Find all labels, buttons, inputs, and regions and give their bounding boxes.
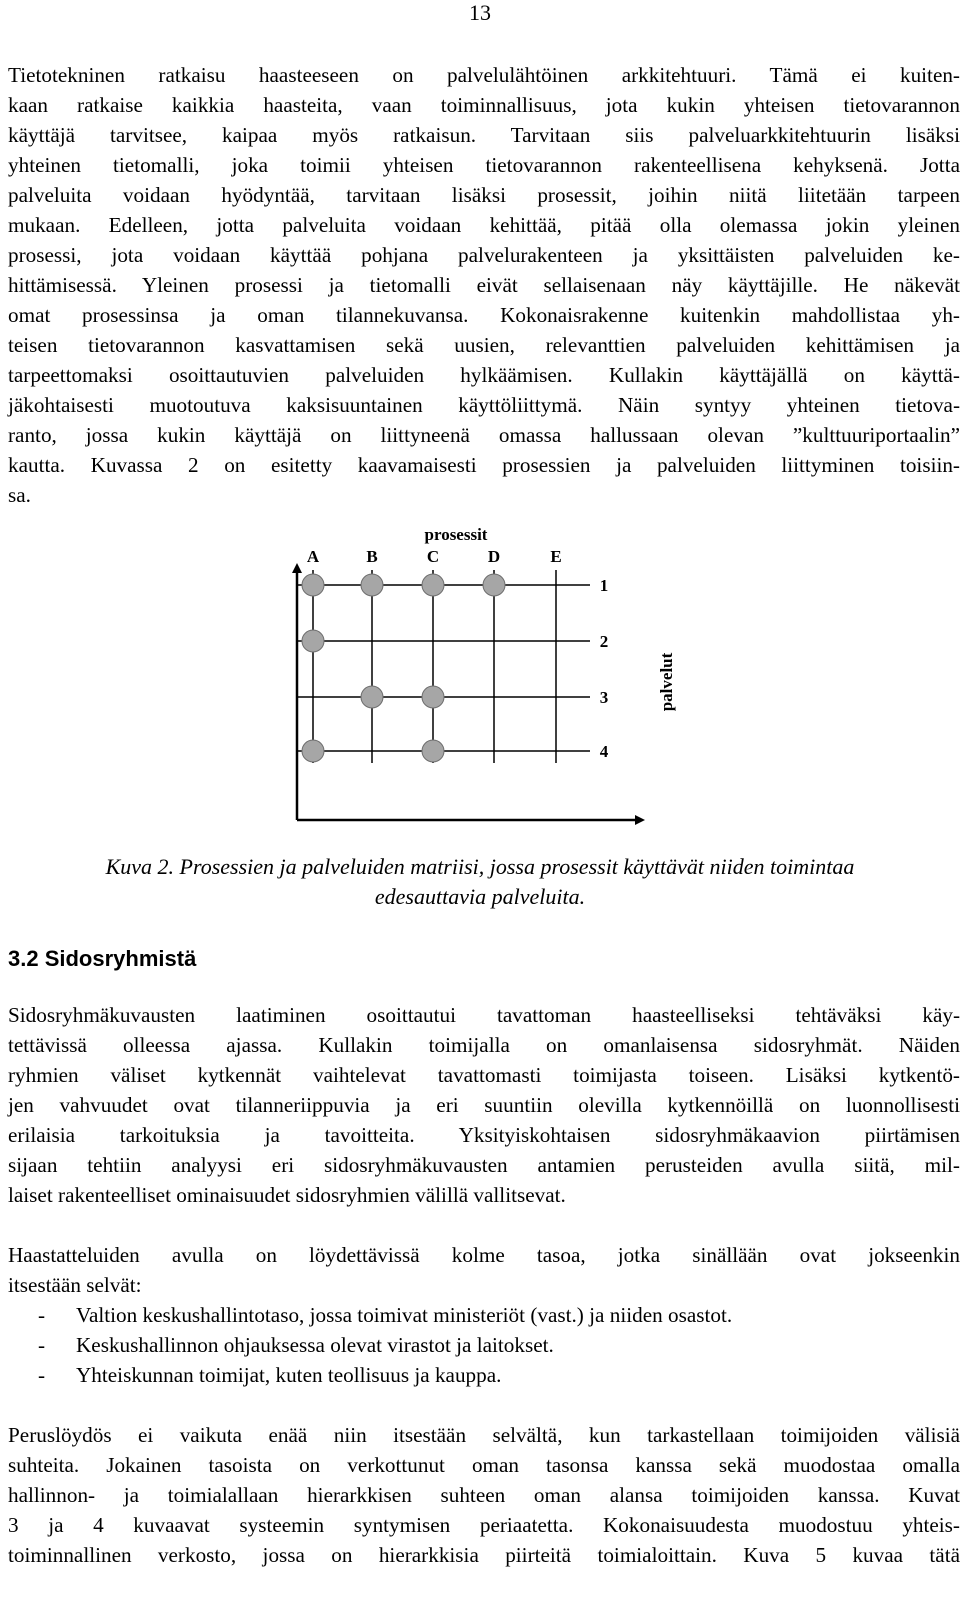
- text-line: jen vahvuudet ovat tilanneriippuvia ja eri suuntiin olevilla kytkennöillä on luonnollisesti: [8, 1093, 960, 1117]
- text-line: 3 ja 4 kuvaavat systeemin syntymisen periaatetta. Kokonaisuudesta muodostuu yhteis-: [8, 1513, 960, 1537]
- text-line: palveluita voidaan hyödyntää, tarvitaan lisäksi prosessit, joihin niitä liitetään tarpeen: [8, 183, 960, 207]
- row-label-2: 2: [599, 632, 609, 651]
- list-item-text: Keskushallinnon ohjauksessa olevat virastot ja laitokset.: [76, 1333, 554, 1357]
- matrix-dot-a4: [302, 740, 324, 762]
- row-label-3: 3: [599, 688, 609, 707]
- row-label-4: 4: [599, 742, 609, 761]
- side-label-services: palvelut: [657, 652, 676, 712]
- row-label-1: 1: [599, 576, 609, 595]
- paragraph-architecture: [8, 60, 960, 510]
- text-line: laiset rakenteelliset ominaisuudet sidosryhmien välillä vallitsevat.: [8, 1183, 566, 1207]
- matrix-dot-a1: [302, 574, 324, 596]
- text-line: hallinnon- ja toimialallaan hierarkkisen suhteen oman alansa toimijoiden kanssa. Kuvat: [8, 1483, 960, 1507]
- levels-list: [8, 1300, 732, 1390]
- text-line: omat prosessinsa ja oman tilannekuvansa. Kokonaisrakenne kuitenkin mahdollistaa yh-: [8, 303, 960, 327]
- list-item-text: Valtion keskushallintotaso, jossa toimivat ministeriöt (vast.) ja niiden osastot.: [76, 1303, 733, 1327]
- figure-title-processes: prosessit: [424, 525, 488, 544]
- matrix-dot-b1: [361, 574, 383, 596]
- process-service-matrix-figure: [0, 520, 960, 860]
- figure-caption: [0, 852, 960, 912]
- list-item: [8, 1360, 732, 1390]
- matrix-dot-c4: [422, 740, 444, 762]
- text-line: kautta. Kuvassa 2 on esitetty kaavamaisesti prosessien ja palveluiden liittyminen toisiin-: [8, 453, 960, 477]
- column-label-e: E: [550, 547, 562, 566]
- text-line: suhteita. Jokainen tasoista on verkottunut oman tasonsa kanssa sekä muodostaa omalla: [8, 1453, 960, 1477]
- matrix-grid: [297, 547, 609, 763]
- bullet-marker: -: [38, 1303, 46, 1327]
- bullet-marker: -: [38, 1363, 46, 1387]
- text-line: Peruslöydös ei vaikuta enää niin itsestään selvältä, kun tarkastellaan toimijoiden välisiä: [8, 1423, 960, 1447]
- text-line: Sidosryhmäkuvausten laatiminen osoittautui tavattoman haasteelliseksi tehtäväksi käy-: [8, 1003, 960, 1027]
- caption-line: Kuva 2. Prosessien ja palveluiden matriisi, jossa prosessit käyttävät niiden toimintaa: [105, 854, 855, 879]
- matrix-dot-c1: [422, 574, 444, 596]
- paragraph-findings: [8, 1420, 960, 1570]
- list-item-text: Yhteiskunnan toimijat, kuten teollisuus ja kauppa.: [76, 1363, 502, 1387]
- process-service-matrix-diagram: [0, 520, 960, 860]
- column-label-c: C: [426, 547, 440, 566]
- text-line: tarpeettomaksi osoittautuvien palveluiden hylkäämisen. Kullakin käyttäjällä on käyttä-: [8, 363, 960, 387]
- text-line: ranto, jossa kukin käyttäjä on liittyneenä omassa hallussaan olevan ”kulttuuriportaalin”: [8, 423, 960, 447]
- text-line: erilaisia tarkoituksia ja tavoitteita. Yksityiskohtaisen sidosryhmäkaavion piirtämisen: [8, 1123, 960, 1147]
- text-line: ryhmien väliset kytkennät vaihtelevat tavattomasti toimijasta toiseen. Lisäksi kytkentö-: [8, 1063, 960, 1087]
- text-line: toiminnallinen verkosto, jossa on hierarkkisia piirteitä toimialoittain. Kuva 5 kuvaa tätä: [8, 1543, 960, 1567]
- caption-line: edesauttavia palveluita.: [374, 884, 586, 909]
- text-line: sijaan tehtiin analyysi eri sidosryhmäkuvausten antamien perusteiden avulla siitä, mil-: [8, 1153, 960, 1177]
- text-line: teisen tietovarannon kasvattamisen sekä uusien, relevanttien palveluiden kehittämisen ja: [8, 333, 960, 357]
- text-line: kaan ratkaise kaikkia haasteita, vaan toiminnallisuus, jota kukin yhteisen tietovarannon: [8, 93, 960, 117]
- column-label-a: A: [306, 547, 320, 566]
- paragraph-stakeholders: [8, 1000, 960, 1210]
- matrix-dot-d1: [483, 574, 505, 596]
- text-line: sa.: [8, 483, 31, 507]
- list-item: [8, 1330, 732, 1360]
- text-line: hittämisessä. Yleinen prosessi ja tietomalli eivät sellaisenaan näy käyttäjille. He näkevät: [8, 273, 960, 297]
- matrix-dot-b3: [361, 686, 383, 708]
- text-line: tettävissä olleessa ajassa. Kullakin toimijalla on omanlaisensa sidosryhmät. Näiden: [8, 1033, 960, 1057]
- text-line: käyttäjä tarvitsee, kaipaa myös ratkaisun. Tarvitaan siis palveluarkkitehtuurin lisäksi: [8, 123, 960, 147]
- text-line: prosessi, jota voidaan käyttää pohjana palvelurakenteen ja yksittäisten palveluiden ke-: [8, 243, 960, 267]
- list-item: [8, 1300, 732, 1330]
- bullet-marker: -: [38, 1333, 46, 1357]
- text-line: Haastatteluiden avulla on löydettävissä kolme tasoa, jotka sinällään ovat jokseenkin: [8, 1243, 960, 1267]
- text-line: Tietotekninen ratkaisu haasteeseen on palvelulähtöinen arkkitehtuuri. Tämä ei kuiten-: [8, 63, 960, 87]
- text-line: itsestään selvät:: [8, 1273, 142, 1297]
- text-line: yhteinen tietomalli, joka toimii yhteisen tietovarannon rakenteellisena kehyksenä. Jotta: [8, 153, 960, 177]
- matrix-dot-c3: [422, 686, 444, 708]
- paragraph-levels-intro: [8, 1240, 960, 1300]
- column-label-b: B: [366, 547, 378, 566]
- text-line: jäkohtaisesti muotoutuva kaksisuuntainen käyttöliittymä. Näin syntyy yhteinen tietova-: [8, 393, 960, 417]
- page-number: 13: [469, 0, 491, 25]
- text-line: mukaan. Edelleen, jotta palveluita voidaan kehittää, pitää olla olemassa jokin yleinen: [8, 213, 960, 237]
- matrix-dot-a2: [302, 630, 324, 652]
- column-label-d: D: [487, 547, 501, 566]
- section-heading: 3.2 Sidosryhmistä: [8, 946, 197, 971]
